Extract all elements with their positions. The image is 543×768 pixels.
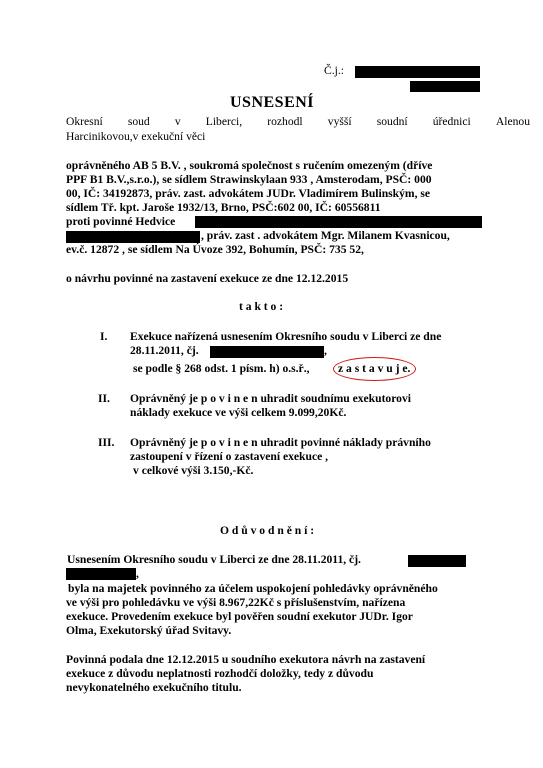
parties-line-3: 00, IČ: 34192873, práv. zast. advokátem JUDr. Vladimírem Bulinským, se	[66, 187, 431, 200]
intro-word: Liberci,	[205, 115, 243, 128]
redacted-reasoning-number	[408, 555, 466, 567]
intro-word: Okresní	[66, 115, 103, 128]
verdict-1-line-2: 28.11.2011, čj.	[130, 344, 199, 357]
reasoning-p2-line-2: exekuce z důvodu neplatnosti rozhodčí doložky, tedy z důvodu	[66, 667, 374, 680]
redacted-debtor-name	[195, 216, 482, 228]
redacted-ruling-number	[210, 346, 324, 358]
redacted-case-number	[355, 66, 480, 78]
parties-line-7: ev.č. 12872 , se sídlem Na Úvoze 392, Bohumín, PSČ: 735 52,	[66, 243, 364, 256]
reasoning-p1-line-3: byla na majetek povinného za účelem uspokojení pohledávky oprávněného	[68, 582, 438, 595]
verdict-2-numeral: II.	[98, 392, 110, 405]
reasoning-heading: O d ů v o d n ě n í :	[220, 524, 315, 537]
verdict-1-line-2-suffix: ,	[324, 344, 327, 357]
red-stamp-circle	[333, 357, 416, 381]
verdict-3-line-1: Oprávněný je p o v i n e n uhradit povinné náklady právního	[130, 436, 431, 449]
takto-heading: t a k t o :	[239, 300, 284, 313]
verdict-2-line-1: Oprávněný je p o v i n e n uhradit soudnímu exekutorovi	[130, 392, 411, 405]
intro-word: soud	[127, 115, 150, 128]
intro-word: vyšší	[327, 115, 352, 128]
redacted-reasoning-number-cont	[66, 568, 136, 580]
intro-word: rozhodl	[267, 115, 303, 128]
verdict-1-line-1: Exekuce nařízená usnesením Okresního soudu v Liberci ze dne	[130, 330, 442, 343]
redacted-case-number-cont	[410, 81, 480, 92]
intro-line-2: Harcinikovou,v exekuční věci	[66, 130, 206, 143]
reasoning-p1-line-4: ve výši pro pohledávku ve výši 8.967,22Kč s příslušenstvím, nařízena	[66, 596, 406, 609]
page-title: USNESENÍ	[230, 94, 315, 111]
reasoning-p1-line-2-suffix: ,	[136, 567, 139, 580]
parties-line-1: oprávněného AB 5 B.V. , soukromá společnost s ručením omezeným (dříve	[66, 159, 433, 172]
motion-line: o návrhu povinné na zastavení exekuce ze dne 12.12.2015	[66, 272, 349, 285]
parties-line-6: , práv. zast . advokátem Mgr. Milanem Kvasnicou,	[201, 229, 450, 242]
reasoning-p1-line-5: exekuce. Provedením exekuce byl pověřen soudní exekutor JUDr. Igor	[66, 610, 413, 623]
verdict-2-line-2: náklady exekuce ve výši celkem 9.099,20Kč.	[130, 406, 347, 419]
reasoning-p2-line-1: Povinná podala dne 12.12.2015 u soudního exekutora návrh na zastavení	[66, 653, 426, 666]
redacted-debtor-address	[66, 231, 200, 243]
intro-word: v	[174, 115, 181, 128]
intro-word: soudní	[376, 115, 408, 128]
parties-line-5: proti povinné Hedvice	[66, 215, 176, 228]
reasoning-p1-line-1: Usnesením Okresního soudu v Liberci ze dne 28.11.2011, čj.	[67, 553, 361, 566]
verdict-3-line-3: v celkové výši 3.150,-Kč.	[133, 464, 254, 477]
case-number-label: Č.j.:	[324, 64, 344, 77]
intro-word: úřednici	[432, 115, 471, 128]
verdict-1-numeral: I.	[100, 330, 108, 343]
reasoning-p2-line-3: nevykonatelného exekučního titulu.	[66, 681, 242, 694]
reasoning-p1-line-6: Olma, Exekutorský úřad Svitavy.	[66, 624, 232, 637]
intro-line-1	[66, 115, 530, 129]
intro-word: Alenou	[495, 115, 530, 128]
verdict-3-line-2: zastoupení v řízení o zastavení exekuce ,	[130, 450, 329, 463]
verdict-3-numeral: III.	[98, 436, 115, 449]
parties-line-4: sídlem Tř. kpt. Jaroše 1932/13, Brno, PSČ:602 00, IČ: 60556811	[66, 201, 381, 214]
parties-line-2: PPF B1 B.V.,s.r.o.), se sídlem Strawinskylaan 933 , Amsterodam, PSČ: 000	[66, 173, 432, 186]
stamp-text: z a s t a v u j e.	[338, 362, 411, 375]
verdict-1-line-3: se podle § 268 odst. 1 písm. h) o.s.ř.,	[133, 362, 310, 375]
